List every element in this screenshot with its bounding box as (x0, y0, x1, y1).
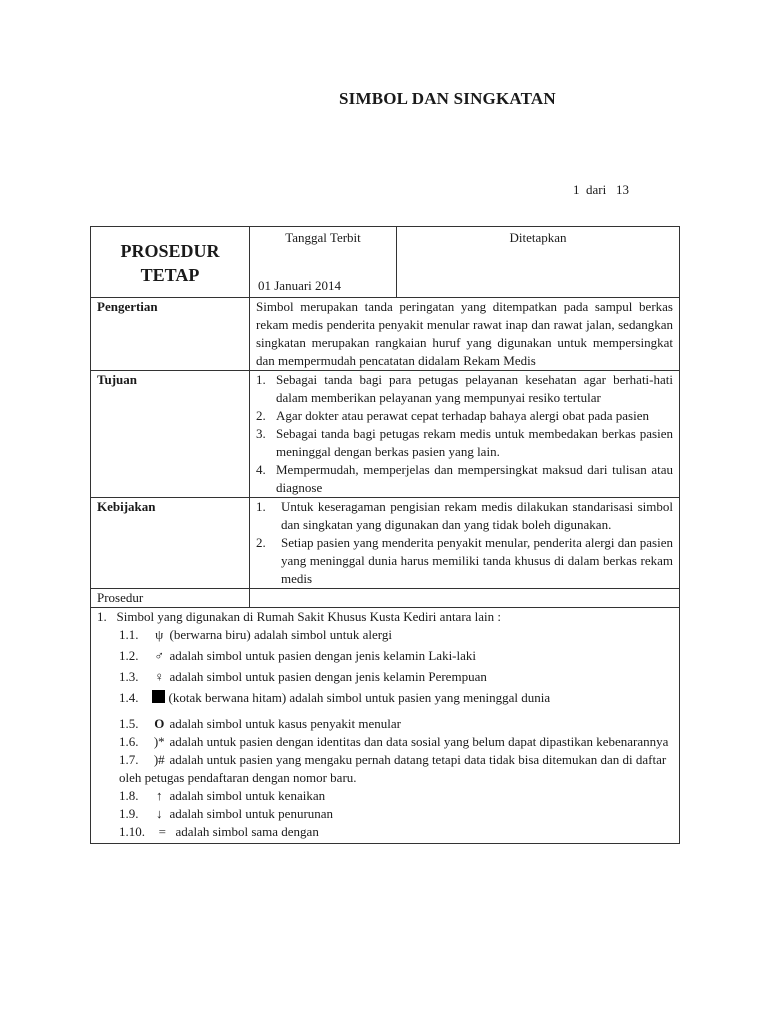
approved-label: Ditetapkan (509, 230, 567, 245)
issue-date: 01 Januari 2014 (258, 278, 342, 293)
symbol-item-number: 1.7. (119, 752, 139, 767)
circle-symbol-icon: O (154, 716, 165, 731)
kebijakan-row (91, 498, 680, 589)
symbol-item (97, 787, 673, 805)
list-item-number: 3. (256, 426, 266, 441)
prosedur-label-row (91, 589, 680, 608)
list-item-number: 1. (256, 372, 266, 387)
tujuan-row (91, 371, 680, 498)
symbol-item-text: adalah simbol untuk kasus penyakit menular (169, 716, 401, 731)
list-item-text: Setiap pasien yang menderita penyakit menular, penderita alergi dan pasien yang meninggal dunia harus memiliki tanda khusus di dalam berkas rekam medis (281, 535, 673, 586)
symbol-item (97, 751, 673, 787)
list-item-text: Untuk keseragaman pengisian rekam medis dilakukan standarisasi simbol dan singkatan yang digunakan dan yang tidak boleh digunakan. (281, 499, 673, 532)
sop-table (90, 226, 680, 844)
list-item-text: Sebagai tanda bagi para petugas pelayanan kesehatan agar berhati-hati dalam memberikan pelayanan yang mempunyai resiko tertular (276, 372, 673, 405)
approved-cell (397, 227, 680, 298)
tujuan-label: Tujuan (91, 371, 250, 498)
arrow-down-icon: ↓ (156, 806, 163, 821)
prosedur-intro-text: Simbol yang digunakan di Rumah Sakit Khusus Kusta Kediri antara lain : (116, 609, 502, 624)
symbol-item-number: 1.5. (119, 716, 139, 731)
allergy-symbol-icon: ψ (155, 627, 164, 642)
symbol-item-number: 1.6. (119, 734, 139, 749)
list-item-text: Mempermudah, memperjelas dan mempersingkat maksud dari tulisan atau diagnose (276, 462, 673, 495)
list-item (256, 534, 673, 588)
symbol-item-text: (kotak berwana hitam) adalah simbol untuk pasien yang meninggal dunia (168, 690, 551, 705)
kebijakan-content (250, 498, 680, 589)
list-item (256, 407, 673, 425)
tujuan-list (256, 371, 673, 497)
male-symbol-icon: ♂ (154, 648, 165, 663)
symbol-item-text: adalah simbol sama dengan (175, 824, 319, 839)
pengertian-text: Simbol merupakan tanda peringatan yang ditempatkan pada sampul berkas rekam medis penderita penyakit menular rawat inap dan rawat jalan, sedangkan singkatan merupakan rangkaian huruf yang digunakan untuk mempersingkat dan mempermudah pencatatan didalam Rekam Medis (250, 298, 680, 371)
symbol-item (97, 823, 673, 841)
prosedur-empty-cell (250, 589, 680, 608)
symbol-item-text: adalah untuk pasien dengan identitas dan data sosial yang belum dapat dipastikan kebenarannya (169, 734, 669, 749)
page-count: 1 dari 13 (573, 182, 629, 197)
kebijakan-list (256, 498, 673, 588)
arrow-up-icon: ↑ (156, 788, 163, 803)
female-symbol-icon: ♀ (154, 669, 165, 684)
document-title: SIMBOL DAN SINGKATAN (339, 89, 556, 108)
symbol-item (97, 647, 673, 665)
symbol-item-text: adalah simbol untuk penurunan (169, 806, 334, 821)
issue-date-label: Tanggal Terbit (285, 230, 361, 245)
sop-heading-line1: PROSEDUR (120, 241, 220, 261)
symbol-item (97, 733, 673, 751)
symbol-item-text: adalah untuk pasien yang mengaku pernah datang tetapi data tidak bisa ditemukan dan di daftar oleh petugas pendaftaran dengan nomor baru. (119, 752, 667, 785)
pengertian-row (91, 298, 680, 371)
list-item-text: Agar dokter atau perawat cepat terhadap bahaya alergi obat pada pasien (276, 408, 649, 423)
prosedur-intro (97, 608, 673, 626)
symbol-item (97, 626, 673, 644)
symbol-item-text: adalah simbol untuk pasien dengan jenis kelamin Laki-laki (169, 648, 477, 663)
issue-date-cell (250, 227, 397, 298)
symbol-item (97, 715, 673, 733)
prosedur-intro-number: 1. (97, 609, 107, 624)
list-item (256, 498, 673, 534)
equals-symbol-icon: = (158, 824, 166, 839)
re-registered-symbol-icon: )# (153, 752, 165, 767)
sop-heading-line2: TETAP (140, 265, 200, 285)
black-square-icon (152, 690, 165, 703)
tujuan-content (250, 371, 680, 498)
symbol-item (97, 689, 673, 707)
header-row (91, 227, 680, 298)
list-item-number: 4. (256, 462, 266, 477)
prosedur-content (91, 608, 680, 844)
symbol-item-number: 1.10. (119, 824, 145, 839)
list-item-number: 2. (256, 408, 266, 423)
symbol-item-text: adalah simbol untuk kenaikan (169, 788, 326, 803)
unverified-identity-symbol-icon: )* (153, 734, 165, 749)
list-item-text: Sebagai tanda bagi petugas rekam medis untuk membedakan berkas pasien meninggal dengan berkas pasien yang lain. (276, 426, 673, 459)
symbol-item-text: (berwarna biru) adalah simbol untuk alergi (169, 627, 392, 642)
prosedur-content-row (91, 608, 680, 844)
symbol-item-number: 1.3. (119, 669, 139, 684)
symbol-item (97, 668, 673, 686)
pengertian-label: Pengertian (91, 298, 250, 371)
symbol-item-number: 1.1. (119, 627, 139, 642)
sop-heading (91, 227, 250, 298)
list-item-number: 1. (256, 499, 266, 514)
symbol-item-number: 1.2. (119, 648, 139, 663)
symbol-item-number: 1.9. (119, 806, 139, 821)
prosedur-label: Prosedur (91, 589, 250, 608)
symbol-item (97, 805, 673, 823)
symbol-item-number: 1.4. (119, 690, 139, 705)
list-item (256, 461, 673, 497)
kebijakan-label: Kebijakan (91, 498, 250, 589)
list-item-number: 2. (256, 535, 266, 550)
list-item (256, 425, 673, 461)
symbol-item-text: adalah simbol untuk pasien dengan jenis kelamin Perempuan (169, 669, 487, 684)
symbol-item-number: 1.8. (119, 788, 139, 803)
list-item (256, 371, 673, 407)
